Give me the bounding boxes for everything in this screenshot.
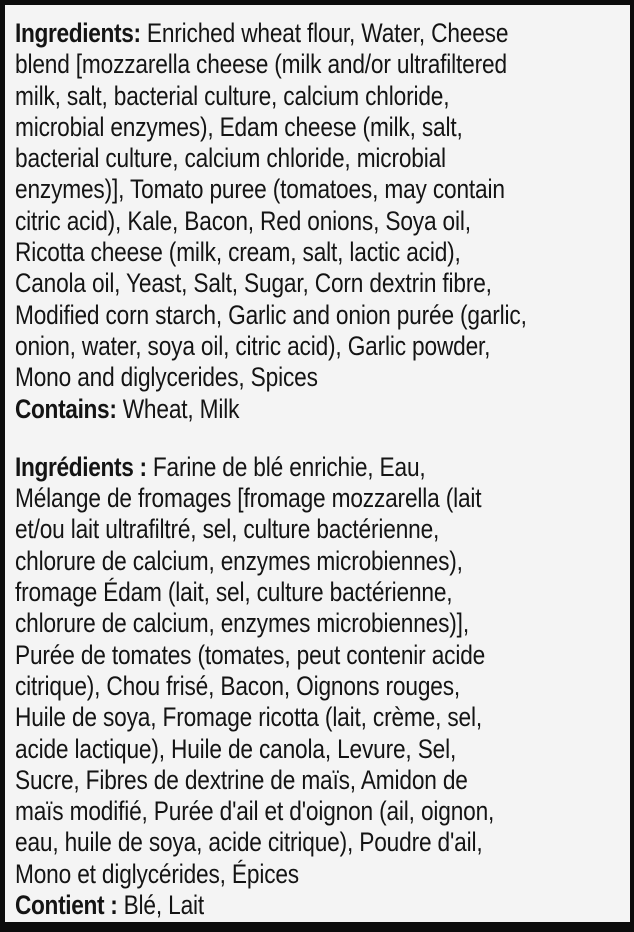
label-text-line-content: Contains: Wheat, Milk (15, 393, 240, 424)
label-text-line (15, 483, 624, 514)
label-text-line (15, 546, 624, 577)
label-text-line-content: acide lactique), Huile de canola, Levure, Sel, (15, 733, 457, 764)
label-heading: Ingrédients : (15, 451, 147, 482)
label-text-line-content: eau, huile de soya, acide citrique), Poudre d'ail, (15, 827, 483, 858)
label-text-line-content: onion, water, soya oil, citric acid), Garlic powder, (15, 330, 491, 361)
label-text-line-content: Huile de soya, Fromage ricotta (lait, crème, sel, (15, 702, 482, 733)
label-text-line (15, 514, 624, 545)
label-text-line-content: chlorure de calcium, enzymes microbiennes), (15, 545, 463, 576)
label-text-line (15, 671, 624, 702)
label-text-line-content: Sucre, Fibres de dextrine de maïs, Amidon de (15, 764, 468, 795)
label-text-line (15, 765, 624, 796)
label-text-line (15, 112, 624, 143)
label-text-line-content: Mono et diglycérides, Épices (15, 858, 299, 889)
ingredients-section-french (15, 452, 624, 921)
label-text-line-content: Canola oil, Yeast, Salt, Sugar, Corn dextrin fibre, (15, 268, 492, 299)
label-text-line (15, 49, 624, 80)
label-text-line (15, 859, 624, 890)
label-text-line (15, 362, 624, 393)
label-text-line-content: et/ou lait ultrafiltré, sel, culture bactérienne, (15, 514, 440, 545)
label-text-line (15, 18, 624, 49)
label-text-line-content: citrique), Chou frisé, Bacon, Oignons rouges, (15, 670, 461, 701)
label-text-line-content: maïs modifié, Purée d'ail et d'oignon (ail, oignon, (15, 796, 495, 827)
label-text-line (15, 331, 624, 362)
label-text-line-content: Modified corn starch, Garlic and onion purée (garlic, (15, 299, 527, 330)
label-text-line-content: Mono and diglycerides, Spices (15, 362, 318, 393)
label-text-line (15, 394, 624, 425)
label-text-line-content: blend [mozzarella cheese (milk and/or ultrafiltered (15, 49, 507, 80)
ingredients-section-english (15, 18, 624, 425)
label-text-line (15, 796, 624, 827)
label-text-line (15, 81, 624, 112)
label-text-line (15, 143, 624, 174)
label-text-line-content: Contient : Blé, Lait (15, 890, 205, 921)
label-text-line (15, 827, 624, 858)
label-text-line-content: enzymes)], Tomato puree (tomatoes, may contain (15, 174, 505, 205)
label-text-line (15, 452, 624, 483)
label-text-line-content: Ingrédients : Farine de blé enrichie, Eau, (15, 451, 426, 482)
label-text-line (15, 268, 624, 299)
label-text-line (15, 702, 624, 733)
label-text-line-content: fromage Édam (lait, sel, culture bactérienne, (15, 577, 453, 608)
label-text-line (15, 300, 624, 331)
label-text-line-content: Mélange de fromages [fromage mozzarella (lait (15, 483, 482, 514)
label-text-line (15, 734, 624, 765)
label-text-line-content: microbial enzymes), Edam cheese (milk, salt, (15, 111, 463, 142)
label-text-line-content: chlorure de calcium, enzymes microbiennes)], (15, 608, 469, 639)
label-text-line-content: Purée de tomates (tomates, peut contenir acide (15, 639, 486, 670)
label-text-line (15, 608, 624, 639)
label-text-line-content: bacterial culture, calcium chloride, microbial (15, 143, 446, 174)
label-heading: Contient : (15, 890, 118, 921)
label-text-line (15, 174, 624, 205)
label-text-line-content: Ingredients: Enriched wheat flour, Water, Cheese (15, 18, 509, 48)
label-heading: Ingredients: (15, 18, 141, 48)
label-heading: Contains: (15, 393, 117, 424)
label-text-line (15, 237, 624, 268)
label-text-line-content: milk, salt, bacterial culture, calcium chloride, (15, 80, 450, 111)
label-text-line (15, 206, 624, 237)
label-text-line-content: citric acid), Kale, Bacon, Red onions, Soya oil, (15, 205, 471, 236)
label-text-line (15, 640, 624, 671)
label-text-line (15, 890, 624, 921)
label-text-line (15, 577, 624, 608)
label-text-line-content: Ricotta cheese (milk, cream, salt, lactic acid), (15, 237, 461, 268)
